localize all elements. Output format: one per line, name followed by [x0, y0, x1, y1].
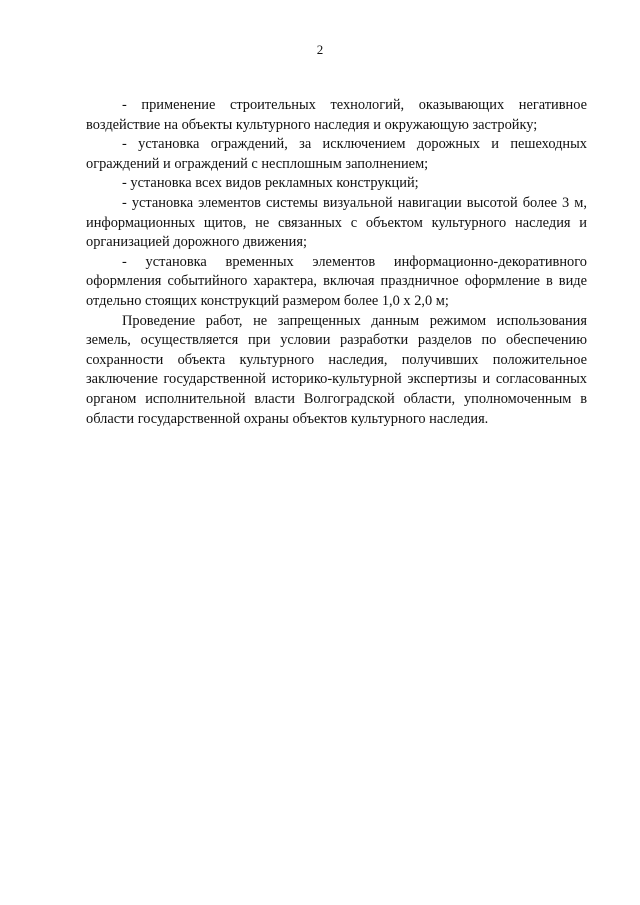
list-item-advertising-structures: - установка всех видов рекламных конструкций; [122, 175, 419, 192]
list-item-navigation-elements: - установка элементов системы визуальной навигации высотой более 3 м, информационных щитов, не связанных с объектом культурного наследия и организацией дорожного движения; [86, 194, 587, 251]
list-item-construction-technologies: - применение строительных технологий, оказывающих негативное воздействие на объекты культурного наследия и окружающую застройку; [86, 97, 587, 133]
list-item-fencing: - установка ограждений, за исключением дорожных и пешеходных ограждений и ограждений с несплошным заполнением; [86, 136, 587, 172]
document-body [86, 96, 587, 429]
closing-paragraph: Проведение работ, не запрещенных данным режимом использования земель, осуществляется при условии разработки разделов по обеспечению сохранности объекта культурного наследия, получивших положительное заключение государственной историко-культурной экспертизы и согласованных органом исполнительной власти Волгоградской области, уполномоченным в области государственной охраны объектов культурного наследия. [86, 312, 587, 427]
list-item-temporary-decorations: - установка временных элементов информационно-декоративного оформления событийного характера, включая праздничное оформление в виде отдельно стоящих конструкций размером более 1,0 х 2,0 м; [86, 253, 587, 309]
page-number: 2 [316, 42, 324, 57]
